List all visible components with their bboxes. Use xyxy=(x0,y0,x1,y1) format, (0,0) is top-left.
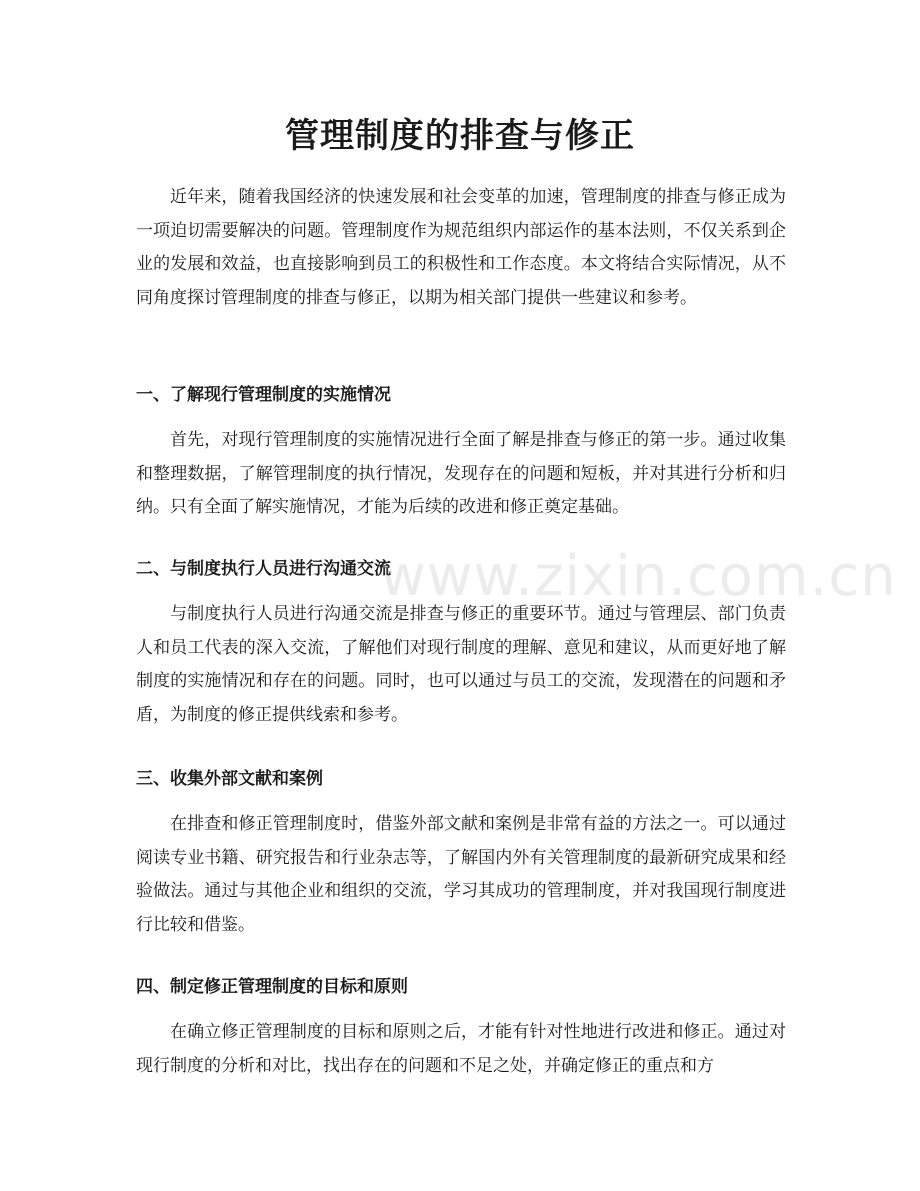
section-1-heading: 一、了解现行管理制度的实施情况 xyxy=(136,385,391,405)
section-3-body: 在排查和修正管理制度时，借鉴外部文献和案例是非常有益的方法之一。可以通过阅读专业书籍、研究报告和行业杂志等，了解国内外有关管理制度的最新研究成果和经验做法。通过与其他企业和组织的交流，学习其成功的管理制度，并对我国现行制度进行比较和借鉴。 xyxy=(136,814,786,935)
page-title: 管理制度的排查与修正 xyxy=(285,116,635,156)
section-3-heading: 三、收集外部文献和案例 xyxy=(136,769,323,789)
watermark: www.zixin.com.cn xyxy=(380,544,897,609)
section-1-body: 首先，对现行管理制度的实施情况进行全面了解是排查与修正的第一步。通过收集和整理数据，了解管理制度的执行情况，发现存在的问题和短板，并对其进行分析和归纳。只有全面了解实施情况，才能为后续的改进和修正奠定基础。 xyxy=(136,430,786,517)
section-2-heading: 二、与制度执行人员进行沟通交流 xyxy=(136,559,391,579)
section-2-body: 与制度执行人员进行沟通交流是排查与修正的重要环节。通过与管理层、部门负责人和员工代表的深入交流，了解他们对现行制度的理解、意见和建议，从而更好地了解制度的实施情况和存在的问题。同时，也可以通过与员工的交流，发现潜在的问题和矛盾，为制度的修正提供线索和参考。 xyxy=(136,604,786,725)
section-4-body: 在确立修正管理制度的目标和原则之后，才能有针对性地进行改进和修正。通过对现行制度的分析和对比，找出存在的问题和不足之处，并确定修正的重点和方 xyxy=(136,1022,786,1076)
section-4-heading: 四、制定修正管理制度的目标和原则 xyxy=(136,977,408,997)
intro-paragraph: 近年来，随着我国经济的快速发展和社会变革的加速，管理制度的排查与修正成为一项迫切需要解决的问题。管理制度作为规范组织内部运作的基本法则，不仅关系到企业的发展和效益，也直接影响到员工的积极性和工作态度。本文将结合实际情况，从不同角度探讨管理制度的排查与修正，以期为相关部门提供一些建议和参考。 xyxy=(136,187,786,308)
